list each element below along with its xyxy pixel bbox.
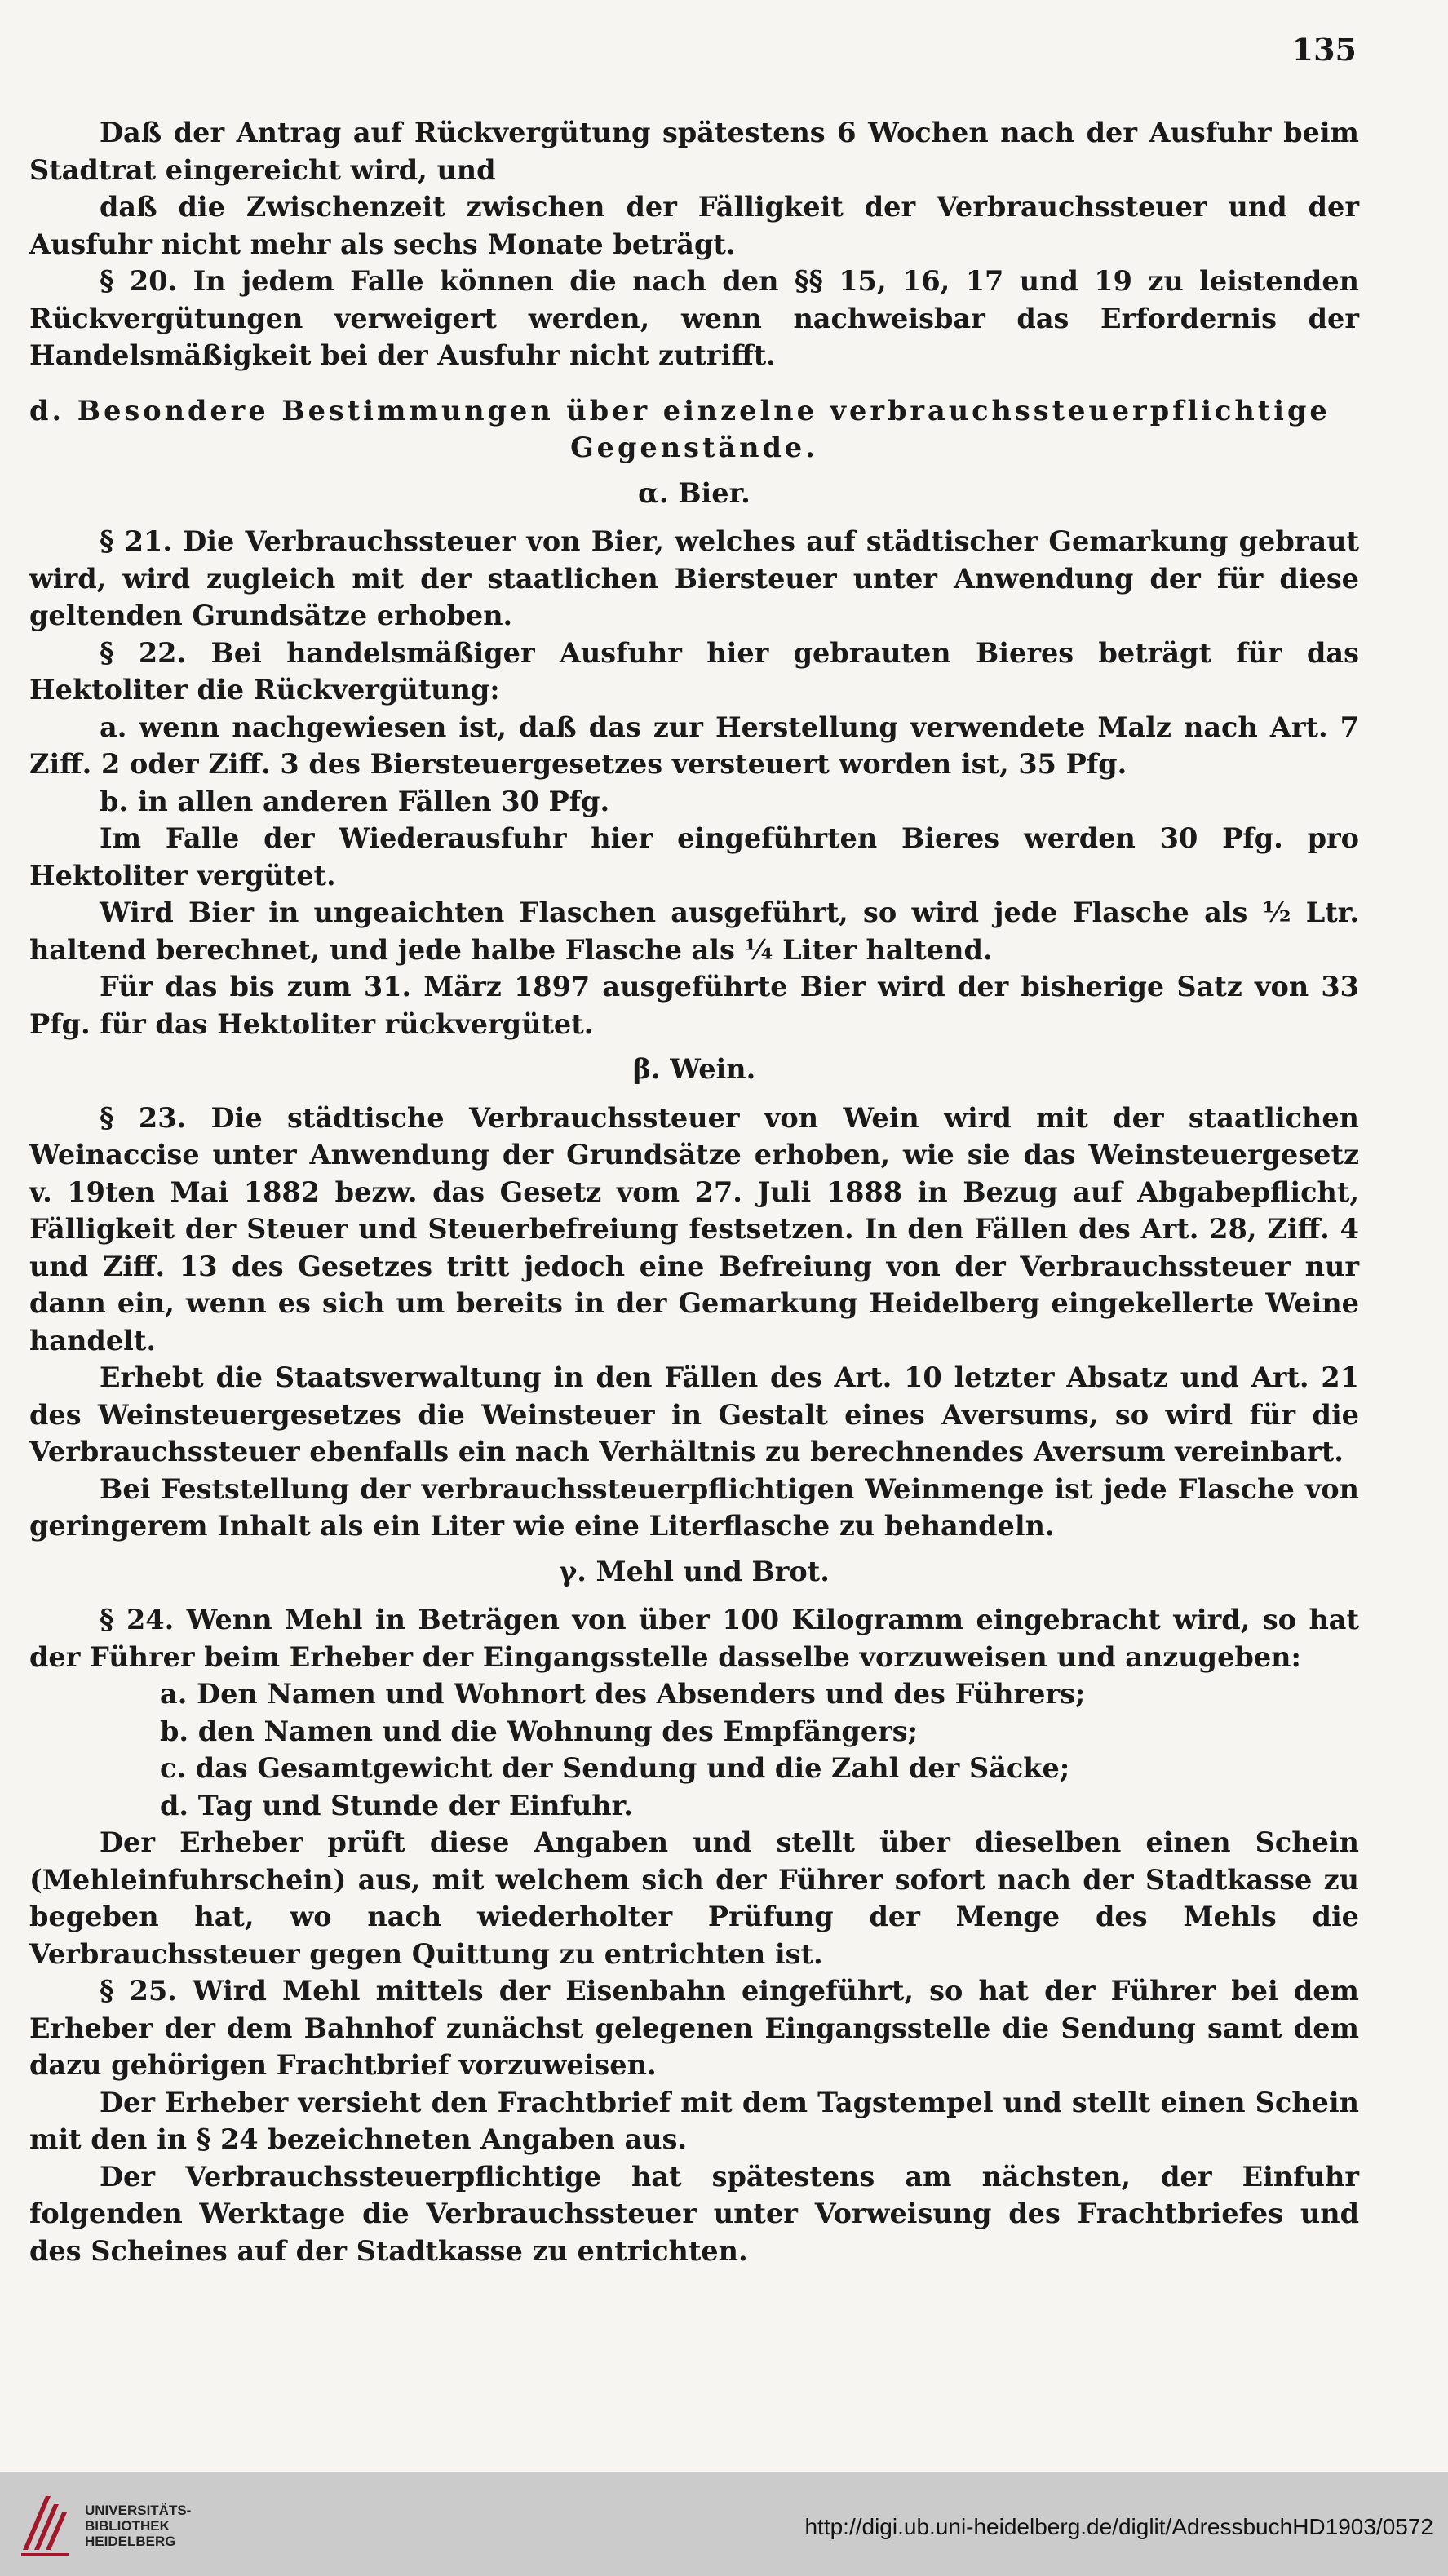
paragraph: Bei Feststellung der verbrauchssteuerpflichtigen Weinmenge ist jede Flasche von geringerem Inhalt als ein Liter wie eine Literflasche zu behandeln.	[29, 1472, 1359, 1542]
library-name-line: UNIVERSITÄTS-	[85, 2503, 192, 2518]
list-item: b. den Namen und die Wohnung des Empfängers;	[160, 1715, 919, 1747]
list-item: c. das Gesamtgewicht der Sendung und die Zahl der Säcke;	[160, 1752, 1070, 1784]
paragraph: Im Falle der Wiederausfuhr hier eingeführten Bieres werden 30 Pfg. pro Hektoliter vergütet.	[29, 822, 1359, 892]
paragraph-section-21: § 21. Die Verbrauchssteuer von Bier, welches auf städtischer Gemarkung gebraut wird, wird zugleich mit der staatlichen Biersteuer unter Anwendung der für diese geltenden Grundsätze erhoben.	[29, 525, 1359, 631]
paragraph: Erhebt die Staatsverwaltung in den Fällen des Art. 10 letzter Absatz und Art. 21 des Weinsteuergesetzes die Weinsteuer in Gestalt eines Aversums, so wird für die Verbrauchssteuer ebenfalls ein nach Verhältnis zu berechnendes Aversum vereinbart.	[29, 1361, 1359, 1467]
page-number: 135	[1291, 31, 1357, 68]
library-name-line: HEIDELBERG	[85, 2534, 176, 2549]
paragraph: Der Erheber versieht den Frachtbrief mit dem Tagstempel und stellt einen Schein mit den in § 24 bezeichneten Angaben aus.	[29, 2086, 1359, 2155]
paragraph: Der Verbrauchssteuerpflichtige hat spätestens am nächsten, der Einfuhr folgenden Werktage die Verbrauchssteuer unter Vorweisung des Frachtbriefes und des Scheines auf der Stadtkasse zu entrichten.	[29, 2160, 1359, 2267]
subheading-mehl-und-brot: γ. Mehl und Brot.	[559, 1555, 830, 1587]
paragraph: daß die Zwischenzeit zwischen der Fälligkeit der Verbrauchssteuer und der Ausfuhr nicht mehr als sechs Monate beträgt.	[29, 191, 1359, 260]
library-name	[85, 2503, 191, 2549]
paragraph: Wird Bier in ungeaichten Flaschen ausgeführt, so wird jede Flasche als ½ Ltr. haltend berechnet, und jede halbe Flasche als ¼ Liter haltend.	[29, 896, 1359, 966]
subheading-wein: β. Wein.	[632, 1053, 756, 1085]
footer-bar	[0, 2472, 1448, 2576]
list-item: b. in allen anderen Fällen 30 Pfg.	[100, 785, 610, 817]
paragraph: Für das bis zum 31. März 1897 ausgeführte Bier wird der bisherige Satz von 33 Pfg. für das Hektoliter rückvergütet.	[29, 971, 1359, 1040]
paragraph-section-20: § 20. In jedem Falle können die nach den §§ 15, 16, 17 und 19 zu leistenden Rückvergütungen verweigert werden, wenn nachweisbar das Erfordernis der Handelsmäßigkeit bei der Ausfuhr nicht zutrifft.	[29, 265, 1359, 371]
list-item: d. Tag und Stunde der Einfuhr.	[160, 1789, 633, 1821]
university-library-logo-icon	[18, 2490, 75, 2558]
section-heading-d: d. Besondere Bestimmungen über einzelne verbrauchssteuerpflichtige	[29, 394, 1331, 427]
paragraph-section-23: § 23. Die städtische Verbrauchssteuer von Wein wird mit der staatlichen Weinaccise unter Anwendung der Grundsätze erhoben, wie sie das Weinsteuergesetz v. 19ten Mai 1882 bezw. das Gesetz vom 27. Juli 1888 in Bezug auf Abgabepflicht, Fälligkeit der Steuer und Steuerbefreiung festsetzen. In den Fällen des Art. 28, Ziff. 4 und Ziff. 13 des Gesetzes tritt jedoch eine Befreiung von der Verbrauchssteuer nur dann ein, wenn es sich um bereits in der Gemarkung Heidelberg eingekellerte Weine handelt.	[29, 1101, 1359, 1357]
source-url-link[interactable]: http://digi.ub.uni-heidelberg.de/diglit/AdressbuchHD1903/0572	[804, 2514, 1433, 2539]
paragraph-section-24: § 24. Wenn Mehl in Beträgen von über 100 Kilogramm eingebracht wird, so hat der Führer beim Erheber der Eingangsstelle dasselbe vorzuweisen und anzugeben:	[29, 1604, 1359, 1673]
paragraph: Daß der Antrag auf Rückvergütung spätestens 6 Wochen nach der Ausfuhr beim Stadtrat eingereicht wird, und	[29, 117, 1359, 186]
paragraph: Der Erheber prüft diese Angaben und stellt über dieselben einen Schein (Mehleinfuhrschein) aus, mit welchem sich der Führer sofort nach der Stadtkasse zu begeben hat, wo nach wiederholter Prüfung der Menge des Mehls die Verbrauchssteuer gegen Quittung zu entrichten ist.	[29, 1826, 1359, 1970]
list-item: a. wenn nachgewiesen ist, daß das zur Herstellung verwendete Malz nach Art. 7 Ziff. 2 oder Ziff. 3 des Biersteuergesetzes versteuert worden ist, 35 Pfg.	[29, 710, 1359, 780]
library-name-line: BIBLIOTHEK	[85, 2518, 170, 2534]
paragraph-section-25: § 25. Wird Mehl mittels der Eisenbahn eingeführt, so hat der Führer bei dem Erheber der dem Bahnhof zunächst gelegenen Eingangsstelle die Sendung samt dem dazu gehörigen Frachtbrief vorzuweisen.	[29, 1975, 1359, 2081]
page-body	[29, 114, 1359, 2269]
paragraph-section-22: § 22. Bei handelsmäßiger Ausfuhr hier gebrauten Bieres beträgt für das Hektoliter die Rückvergütung:	[29, 636, 1359, 706]
list-item: a. Den Namen und Wohnort des Absenders und des Führers;	[160, 1678, 1086, 1710]
subheading-bier: α. Bier.	[638, 476, 751, 509]
section-heading-d-continued: Gegenstände.	[570, 432, 818, 463]
